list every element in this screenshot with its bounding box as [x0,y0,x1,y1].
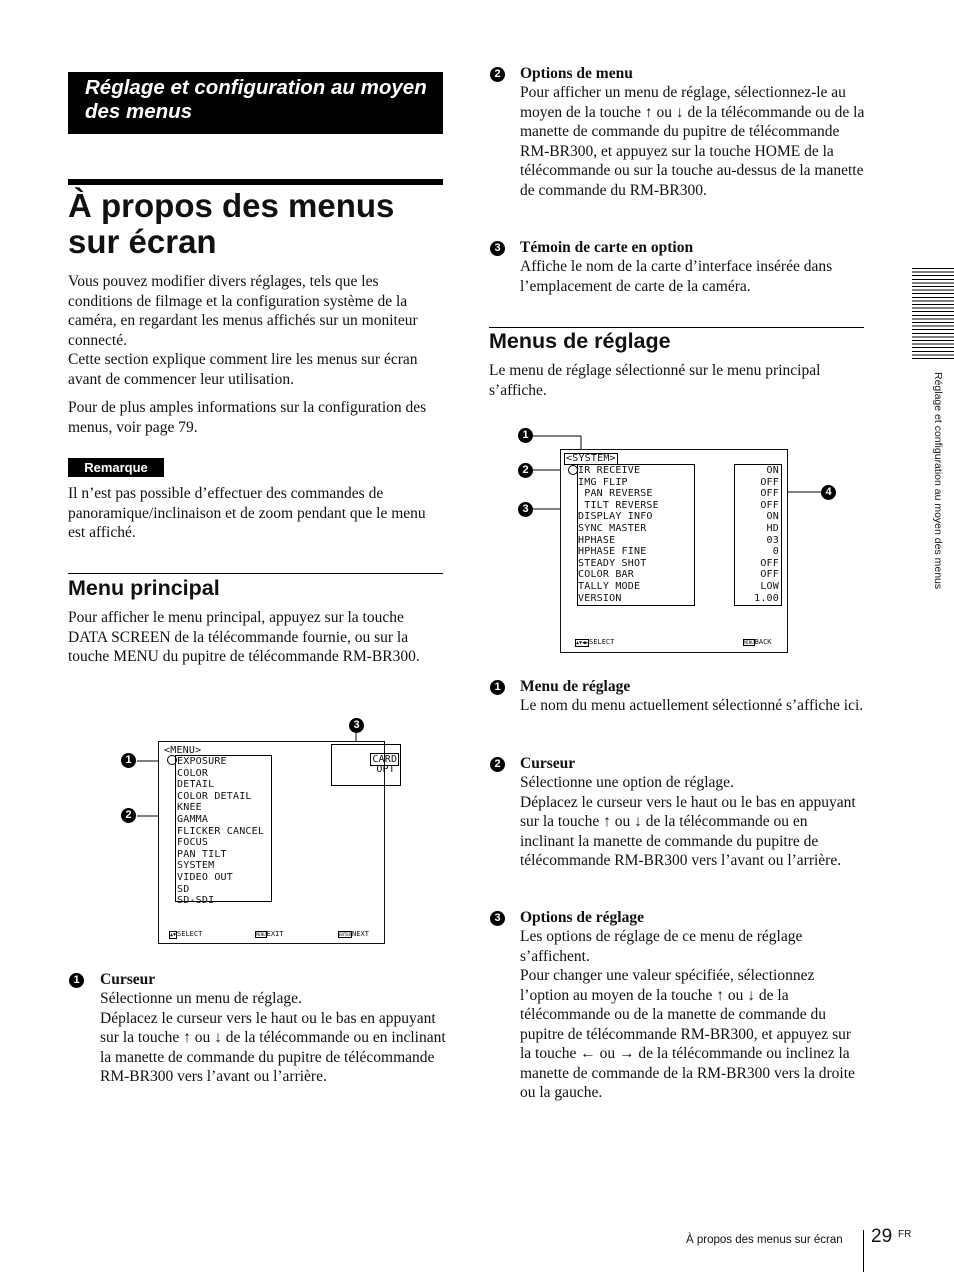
menu-item: DETAIL [177,779,215,791]
intro-paragraph-2: Cette section explique comment lire les menus sur écran avant de commencer leur utilisation. [68,351,418,388]
callout-2: 2 [518,463,533,478]
item-number: 1 [490,680,505,695]
menu-item: GAMMA [177,813,209,825]
item-number: 2 [490,67,505,82]
setting-value: 1.00 [754,592,779,604]
side-tab-marker [912,268,954,360]
menu-item: COLOR [177,767,209,779]
screen-header: <SYSTEM> [566,453,616,464]
remarque-badge: Remarque [68,458,164,477]
setting-label: IR RECEIVE [578,465,641,476]
setting-value: OFF [760,476,779,488]
setting-value: HD [766,522,779,534]
page-title: À propos des menus sur écran [68,187,395,260]
setting-label: TALLY MODE [578,580,641,592]
footer-back [743,638,772,647]
menu-item: EXPOSURE [177,756,227,767]
item-number: 3 [490,911,505,926]
back-label: BACK [754,638,772,646]
item-text: Le nom du menu actuellement sélectionné s’affiche ici. [520,697,864,714]
main-menu-screen [158,741,398,944]
language-code: FR [898,1229,912,1240]
item-title: Options de réglage [520,909,644,926]
setting-value: OFF [760,499,779,511]
item-text: Pour afficher un menu de réglage, sélectionnez-le au moyen de la touche ↑ ou ↓ de la télécommande ou de la manette de commande du pupitre de télécommande RM-BR300, et appuyez sur la touche HOME de la télécommande ou sur la touche au-dessus de la manette de commande du RM-BR300. [520,84,865,199]
setting-label: PAN REVERSE [578,488,653,500]
screen-header: <MENU> [164,745,202,756]
footer-select [575,638,614,648]
item-title: Curseur [100,971,156,988]
setting-value: LOW [760,580,779,592]
item-text: Affiche le nom de la carte d’interface insérée dans l’emplacement de carte de la caméra. [520,258,833,295]
setting-label: VERSION [578,592,622,604]
menu-item: COLOR DETAIL [177,790,252,802]
item-title: Options de menu [520,65,633,82]
callout-4: 4 [821,485,836,500]
menu-item: SD-SDI [177,895,215,907]
select-key-icon: ▲▼◀▶ [576,640,589,646]
card-label: CARD [372,754,398,765]
item-title: Menu de réglage [520,678,631,695]
exit-label: EXIT [266,930,284,938]
page-number: 29 [871,1226,893,1247]
menu-item: VIDEO OUT [177,871,233,883]
setting-label: DISPLAY INFO [578,511,653,523]
menu-principal-text: Pour afficher le menu principal, appuyez sur la touche DATA SCREEN de la télécommande fournie, ou sur la touche MENU du pupitre de télécommande RM-BR300. [68,609,420,665]
setting-label: TILT REVERSE [578,499,659,511]
setting-label: HPHASE FINE [578,546,647,558]
menus-reglage-heading: Menus de réglage [489,329,671,353]
section-banner [68,72,443,134]
footer-next [338,930,369,939]
footer-section-title: À propos des menus sur écran [686,1234,843,1246]
item-number: 1 [69,973,84,988]
menu-item: KNEE [177,802,202,814]
remarque-text: Il n’est pas possible d’effectuer des commandes de panoramique/inclinaison et de zoom pendant que le menu est affiché. [68,485,426,541]
setting-label: SYNC MASTER [578,522,647,534]
setting-label: COLOR BAR [578,569,634,581]
menu-item: PAN TILT [177,848,227,860]
enter-key-icon: ENTER [339,932,352,937]
callout-3: 3 [349,718,364,733]
system-menu-screen [560,449,788,653]
item-title: Témoin de carte en option [520,239,694,256]
intro-paragraph-3: Pour de plus amples informations sur la configuration des menus, voir page 79. [68,399,427,436]
callout-1: 1 [121,753,136,768]
menu-principal-heading: Menu principal [68,576,220,600]
setting-label: STEADY SHOT [578,557,647,569]
item-number: 3 [490,241,505,256]
setting-label: IMG FLIP [578,476,628,488]
item-text: Sélectionne un menu de réglage. Déplacez le curseur vers le haut ou le bas en appuyant sur la touche ↑ ou ↓ de la télécommande ou en inclinant la manette de commande du pupitre de télécommande RM-BR300 vers l’avant ou l’arrière. [100,990,446,1085]
title-rule [68,179,443,185]
screen-card-indicator [331,744,401,786]
system-menu-diagram [515,425,845,655]
item-text: Sélectionne une option de réglage. Déplacez le curseur vers le haut ou le bas en appuyant sur la touche ↑ ou ↓ de la télécommande ou en inclinant la manette de commande du pupitre de télécommande RM-BR300 vers l’avant ou l’arrière. [520,774,856,869]
setting-value: OFF [760,557,779,569]
section-banner-text: Réglage et configuration au moyen des menus [85,76,427,123]
main-menu-diagram [118,714,398,946]
callout-1: 1 [518,428,533,443]
select-key-icon: ▲▼ [170,932,177,938]
item-title: Curseur [520,755,576,772]
menu-item: SYSTEM [177,860,215,872]
callout-2: 2 [121,808,136,823]
menu-list [175,755,272,907]
select-label: SELECT [589,638,615,646]
setting-value: ON [766,465,779,476]
menu-item: FLICKER CANCEL [177,825,265,837]
item-number: 2 [490,757,505,772]
footer-divider [863,1230,864,1272]
menu-key-icon: MENU [256,932,266,937]
setting-value: OFF [760,569,779,581]
setting-label: HPHASE [578,534,616,546]
setting-value: OFF [760,488,779,500]
setting-value: ON [766,511,779,523]
menu-key-icon: MENU [744,640,754,645]
footer-select [169,930,202,940]
menus-reglage-text: Le menu de réglage sélectionné sur le menu principal s’affiche. [489,362,821,399]
next-label: NEXT [352,930,369,938]
select-label: SELECT [177,930,203,938]
item-text: Les options de réglage de ce menu de réglage s’affichent. Pour changer une valeur spécifiée, sélectionnez l’option au moyen de la touche ↑ ou ↓ de la télécommande ou de la manette de commande du pupitre de télécommande RM-BR300, et appuyez sur la touche ← ou → de la télécommande ou inclinez la manette de commande de la RM-BR300 vers la droite ou la gauche. [520,928,855,1101]
opt-label: OPT [376,764,395,775]
setting-value: 0 [772,546,779,558]
intro-paragraph-1: Vous pouvez modifier divers réglages, tels que les conditions de filmage et la configuration système de la caméra, en regardant les menus affichés sur un moniteur connecté. [68,273,418,349]
footer-exit [255,930,284,939]
setting-options-list [577,464,695,606]
callout-3: 3 [518,502,533,517]
menu-item: FOCUS [177,837,209,849]
setting-value: 03 [766,534,779,546]
menu-principal-rule [68,573,443,574]
menu-item: SD [177,883,190,895]
setting-values-list [734,464,782,606]
side-tab-text: Réglage et configuration au moyen des menus [932,372,944,590]
